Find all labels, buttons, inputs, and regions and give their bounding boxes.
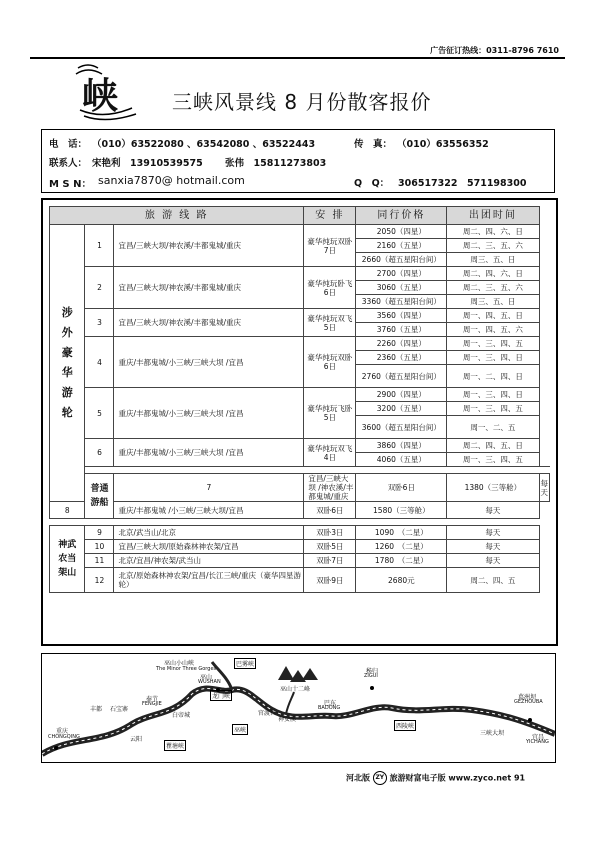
map-label: 巫山小山峡 — [164, 660, 195, 667]
date-cell: 周二、三、五、六 — [447, 281, 539, 295]
route-name: 北京/原始森林神农架/宜昌/长江三峡/重庆（豪华四星游轮） — [114, 568, 304, 593]
route-number: 10 — [85, 540, 114, 554]
msn-address: sanxia7870@ hotmail.com — [98, 174, 245, 187]
route-plan: 双卧6日 — [304, 502, 356, 519]
map-label: 葛洲坝 — [518, 694, 537, 701]
route-number: 12 — [85, 568, 114, 593]
map-label: FENGJIE — [142, 701, 162, 707]
table-row — [50, 540, 550, 554]
phone-numbers: （010）63522080 、63542080 、63522443 — [92, 139, 316, 150]
map-label: 宜昌 — [532, 734, 545, 741]
price-cell: 2700（四星） — [356, 267, 447, 281]
route-number: 5 — [85, 388, 114, 439]
map-label: 重庆 — [56, 728, 69, 735]
route-name: 北京/宜昌/神农架/武当山 — [114, 554, 304, 568]
price-cell: 4060（五星） — [356, 453, 447, 467]
map-label: 龙门峡 — [210, 690, 232, 701]
route-plan: 豪华纯玩双飞5日 — [304, 309, 356, 337]
route-plan: 豪华纯玩卧飞6日 — [304, 267, 356, 309]
price-cell: 2900（四星） — [356, 388, 447, 402]
table-row — [50, 526, 550, 540]
category-shennongjia-wudang: 神武农当架山 — [50, 526, 85, 593]
header-route: 旅 游 线 路 — [50, 207, 304, 225]
map-label: 奉节 — [146, 696, 159, 703]
fax-label: 传 真： — [354, 139, 393, 150]
price-table — [49, 206, 550, 593]
qq-label: Q Q： — [354, 178, 390, 189]
header-price: 同行价格 — [356, 207, 447, 225]
date-cell: 周二、四、五 — [447, 568, 539, 593]
page-number: 91 — [513, 773, 526, 783]
price-cell: 3760（五星） — [356, 323, 447, 337]
date-cell: 每天 — [447, 502, 539, 519]
map-label: BADONG — [318, 705, 341, 711]
map-label: 巫山 — [200, 674, 213, 681]
date-cell: 周一、三、四、日 — [447, 351, 539, 365]
page-title: 三峡风景线 8 月份散客报价 — [172, 90, 432, 114]
price-cell: 2680元 — [356, 568, 447, 593]
route-plan: 双卧3日 — [304, 526, 356, 540]
map-label: 官渡口 — [258, 710, 277, 717]
route-plan: 双卧7日 — [304, 554, 356, 568]
price-cell: 2160（五星） — [356, 239, 447, 253]
date-cell: 周一、四、五、日 — [447, 309, 539, 323]
table-row — [50, 439, 550, 453]
map-label: WUSHAN — [198, 679, 221, 685]
table-spacer-row — [50, 467, 550, 474]
route-name: 宜昌/三峡大坝/神农溪/丰都鬼城/重庆 — [114, 267, 304, 309]
footer-url[interactable]: www.zyco.net — [448, 773, 512, 783]
top-rule — [30, 57, 565, 59]
price-cell: 1780 （二星） — [356, 554, 447, 568]
header-plan: 安 排 — [304, 207, 356, 225]
price-cell: 2360（五星） — [356, 351, 447, 365]
map-label: ZIGUI — [364, 673, 378, 679]
route-plan: 双卧5日 — [304, 540, 356, 554]
date-cell: 周一、二、五 — [447, 416, 539, 439]
category-luxury-cruise: 涉外豪华游轮 — [50, 225, 85, 502]
date-cell: 周一、二、四、日 — [447, 365, 539, 388]
price-cell: 1580（三等舱） — [356, 502, 447, 519]
route-name: 宜昌/三峡大坝/神农溪/丰都鬼城/重庆 — [114, 309, 304, 337]
route-plan: 双卧6日 — [356, 474, 447, 502]
route-plan: 豪华纯玩双飞4日 — [304, 439, 356, 467]
route-plan: 豪华纯玩双卧7日 — [304, 225, 356, 267]
category-ordinary-boat: 普通游船 — [85, 474, 114, 519]
mountain-icon — [278, 666, 294, 680]
table-row — [50, 309, 550, 323]
table-row — [50, 474, 550, 502]
footer-publisher: 旅游财富电子版 — [389, 773, 446, 783]
route-number: 8 — [50, 502, 85, 519]
price-cell: 3860（四星） — [356, 439, 447, 453]
ad-hotline: 广告征订热线：0311-8796 7610 — [430, 46, 559, 55]
contact-person-1: 宋艳利 13910539575 — [92, 158, 203, 169]
route-name: 重庆/丰都鬼城/小三峡/三峡大坝 /宜昌 — [114, 439, 304, 467]
msn-label: M S N： — [49, 179, 92, 190]
footer-edition: 河北版 — [346, 773, 370, 783]
price-cell: 1380（三等舱） — [447, 474, 539, 502]
price-cell: 2050（四星） — [356, 225, 447, 239]
date-cell: 周三、五、日 — [447, 253, 539, 267]
map-label: The Minor Three Gorges — [156, 666, 217, 672]
map-label: 三峡大坝 — [480, 730, 505, 737]
three-gorges-map — [41, 653, 556, 763]
route-plan: 豪华纯玩双卧6日 — [304, 337, 356, 388]
map-label: CHONGQING — [48, 734, 80, 740]
table-row — [50, 568, 550, 593]
map-label: 巴东 — [324, 700, 337, 707]
map-label: 神女溪 — [278, 716, 297, 723]
route-name: 宜昌/三峡大坝/原始森林神农架/宜昌 — [114, 540, 304, 554]
route-number: 6 — [85, 439, 114, 467]
date-cell: 周一、四、五、六 — [447, 323, 539, 337]
date-cell: 周一、三、四、日 — [447, 388, 539, 402]
route-number: 7 — [114, 474, 304, 502]
table-row — [50, 388, 550, 402]
route-number: 3 — [85, 309, 114, 337]
price-cell: 3600（超五星阳台间） — [356, 416, 447, 439]
date-cell: 周二、四、六、日 — [447, 225, 539, 239]
date-cell: 周一、三、四、五 — [447, 453, 539, 467]
route-plan: 豪华纯玩飞卧5日 — [304, 388, 356, 439]
date-cell: 每天 — [447, 526, 539, 540]
price-cell: 2760（超五星阳台间） — [356, 365, 447, 388]
mountain-icon — [302, 668, 318, 680]
date-cell: 周二、四、五、日 — [447, 439, 539, 453]
fax-number: （010）63556352 — [397, 139, 489, 150]
route-number: 1 — [85, 225, 114, 267]
table-header-row — [50, 207, 550, 225]
footer — [346, 771, 525, 785]
map-label: YICHANG — [526, 739, 549, 745]
date-cell: 周一、三、四、五 — [447, 337, 539, 351]
route-name: 宜昌/三峡大坝 /神农溪/丰都鬼城/重庆 — [304, 474, 356, 502]
map-label: 西陵峡 — [394, 720, 416, 731]
date-cell: 周三、五、日 — [447, 295, 539, 309]
route-name: 重庆/丰都鬼城/小三峡/三峡大坝 /宜昌 — [114, 337, 304, 388]
route-name: 重庆/丰都鬼城/小三峡/三峡大坝 /宜昌 — [114, 388, 304, 439]
mountain-icon — [290, 670, 306, 682]
price-cell: 1090 （二星） — [356, 526, 447, 540]
map-label: 巫山十二峰 — [280, 686, 311, 693]
table-row — [50, 225, 550, 239]
route-name: 宜昌/三峡大坝/神农溪/丰都鬼城/重庆 — [114, 225, 304, 267]
publisher-logo-icon: ZY — [373, 771, 387, 785]
qq-numbers: 306517322 571198300 — [398, 178, 527, 189]
price-cell: 2260（四星） — [356, 337, 447, 351]
route-number: 2 — [85, 267, 114, 309]
table-row — [50, 337, 550, 351]
route-name: 重庆/丰都鬼城 /小三峡/三峡大坝/宜昌 — [114, 502, 304, 519]
map-label: 白帝城 — [172, 712, 191, 719]
date-cell: 每天 — [539, 474, 550, 502]
map-label: 云阳 — [130, 736, 143, 743]
price-cell: 3560（四星） — [356, 309, 447, 323]
table-spacer-row — [50, 519, 550, 526]
header-date: 出团时间 — [447, 207, 539, 225]
logo — [74, 62, 144, 122]
map-label: 丰都 — [90, 706, 103, 713]
route-number: 4 — [85, 337, 114, 388]
price-cell: 3060（五星） — [356, 281, 447, 295]
route-number: 9 — [85, 526, 114, 540]
table-row — [50, 554, 550, 568]
price-cell: 3360（超五星阳台间） — [356, 295, 447, 309]
contact-person-label: 联系人： — [49, 158, 88, 169]
route-name: 北京/武当山/北京 — [114, 526, 304, 540]
date-cell: 周二、三、五、六 — [447, 239, 539, 253]
price-table-frame — [41, 198, 558, 646]
date-cell: 每天 — [447, 540, 539, 554]
phone-label: 电 话： — [49, 139, 88, 150]
route-plan: 双卧9日 — [304, 568, 356, 593]
price-cell: 3200（五星） — [356, 402, 447, 416]
map-label: 秭归 — [366, 668, 379, 675]
table-row — [50, 502, 550, 519]
contact-person-2: 张伟 15811273803 — [225, 158, 327, 169]
date-cell: 周一、三、四、五 — [447, 402, 539, 416]
map-label: 巫峡 — [232, 724, 248, 735]
map-label: 瞿塘峡 — [164, 740, 186, 751]
map-label: GEZHOUBA — [514, 699, 543, 705]
price-cell: 1260 （二星） — [356, 540, 447, 554]
table-row — [50, 267, 550, 281]
route-number: 11 — [85, 554, 114, 568]
date-cell: 每天 — [447, 554, 539, 568]
logo-character: 峡 — [82, 75, 119, 117]
contact-box — [41, 129, 555, 193]
date-cell: 周二、四、六、日 — [447, 267, 539, 281]
price-cell: 2660（超五星阳台间） — [356, 253, 447, 267]
map-label: 巴雾峡 — [234, 658, 256, 669]
map-label: 石宝寨 — [110, 706, 129, 713]
